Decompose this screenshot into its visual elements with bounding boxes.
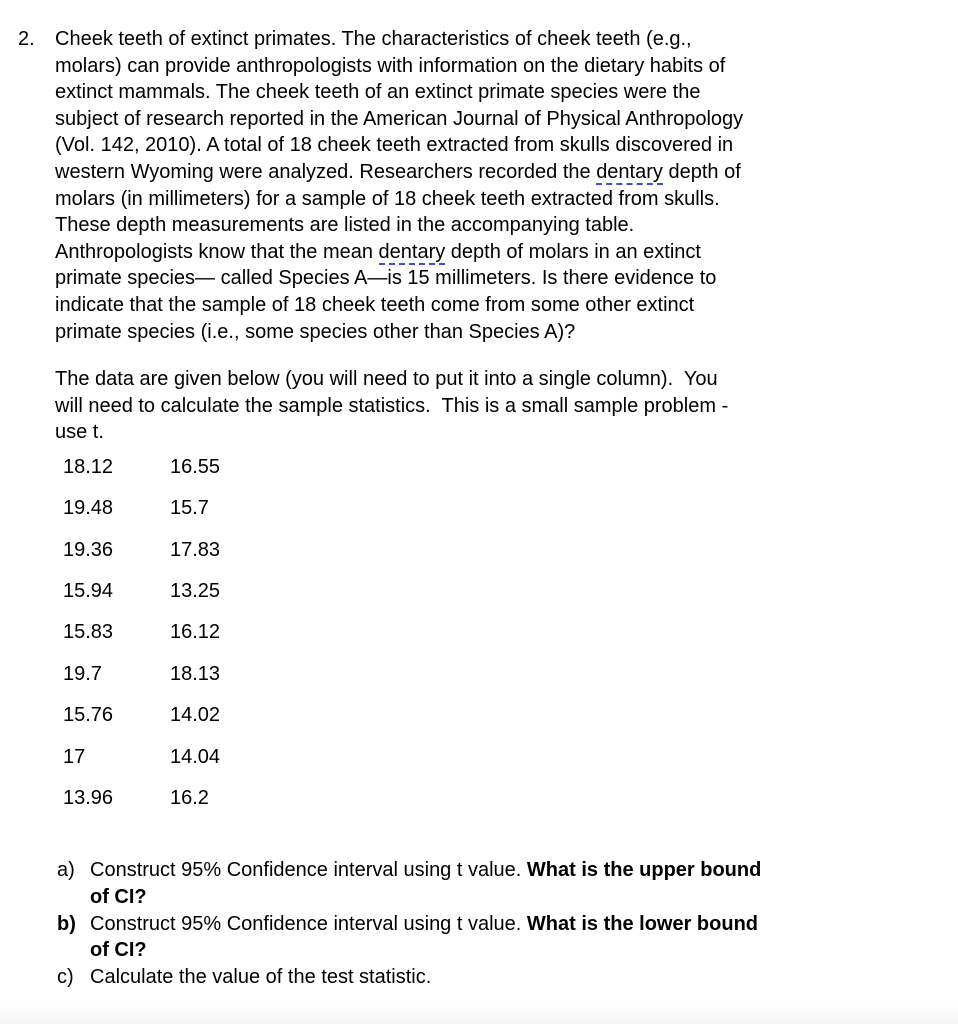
text-line: Construct 95% Confidence interval using t value. What is the upper bound bbox=[90, 859, 762, 882]
table-cell: 13.25 bbox=[170, 580, 221, 603]
question-list bbox=[55, 857, 885, 990]
question-label: c) bbox=[57, 965, 74, 988]
question-label: b) bbox=[57, 912, 76, 935]
text-line: Construct 95% Confidence interval using t value. What is the lower bound bbox=[90, 912, 759, 935]
table-row bbox=[63, 456, 885, 497]
table-row bbox=[63, 787, 885, 828]
table-cell: 19.7 bbox=[63, 662, 102, 685]
text-line: western Wyoming were analyzed. Researchers recorded the dentary depth of bbox=[55, 160, 741, 183]
text-line: molars) can provide anthropologists with information on the dietary habits of bbox=[55, 54, 726, 77]
table-row bbox=[63, 746, 885, 787]
text-line: of CI? bbox=[90, 939, 147, 962]
text-line: Anthropologists know that the mean dentary depth of molars in an extinct bbox=[55, 240, 701, 263]
question-item bbox=[55, 964, 885, 991]
question-text bbox=[90, 911, 885, 964]
data-instructions-paragraph bbox=[55, 366, 885, 446]
table-cell: 16.12 bbox=[170, 621, 221, 644]
table-row bbox=[63, 539, 885, 580]
text-line: use t. bbox=[55, 421, 104, 444]
table-cell: 16.55 bbox=[170, 455, 221, 478]
spellcheck-underlined-word: dentary bbox=[378, 240, 446, 263]
table-row bbox=[63, 580, 885, 621]
table-cell: 15.7 bbox=[170, 497, 209, 520]
table-cell: 17.83 bbox=[170, 538, 221, 561]
text-line: Calculate the value of the test statistic. bbox=[90, 965, 432, 988]
table-cell: 15.76 bbox=[63, 704, 114, 727]
table-cell: 16.2 bbox=[170, 787, 209, 810]
table-cell: 18.13 bbox=[170, 662, 221, 685]
text-line: primate species (i.e., some species other than Species A)? bbox=[55, 320, 576, 343]
data-table bbox=[63, 456, 885, 829]
table-cell: 14.02 bbox=[170, 704, 221, 727]
table-row bbox=[63, 497, 885, 538]
spellcheck-underlined-word: dentary bbox=[596, 160, 663, 183]
table-cell: 17 bbox=[63, 745, 86, 768]
question-item bbox=[55, 911, 885, 964]
table-cell: 15.83 bbox=[63, 621, 114, 644]
question-item bbox=[55, 857, 885, 910]
text-line: will need to calculate the sample statistics. This is a small sample problem - bbox=[55, 394, 729, 417]
table-cell: 19.48 bbox=[63, 497, 114, 520]
problem-number: 2. bbox=[18, 28, 35, 50]
text-line: indicate that the sample of 18 cheek teeth come from some other extinct bbox=[55, 293, 695, 316]
table-row bbox=[63, 621, 885, 662]
question-text bbox=[90, 964, 885, 991]
text-line: The data are given below (you will need to put it into a single column). You bbox=[55, 368, 718, 391]
text-line: primate species— called Species A—is 15 millimeters. Is there evidence to bbox=[55, 267, 717, 290]
table-cell: 15.94 bbox=[63, 580, 114, 603]
text-line: Cheek teeth of extinct primates. The characteristics of cheek teeth (e.g., bbox=[55, 28, 692, 50]
text-line: (Vol. 142, 2010). A total of 18 cheek teeth extracted from skulls discovered in bbox=[55, 134, 734, 157]
table-cell: 14.04 bbox=[170, 745, 221, 768]
text-line: These depth measurements are listed in the accompanying table. bbox=[55, 214, 635, 237]
table-cell: 18.12 bbox=[63, 455, 114, 478]
table-cell: 13.96 bbox=[63, 787, 114, 810]
text-line: subject of research reported in the American Journal of Physical Anthropology bbox=[55, 107, 744, 130]
table-row bbox=[63, 663, 885, 704]
text-line: of CI? bbox=[90, 886, 147, 909]
text-line: molars (in millimeters) for a sample of 18 cheek teeth extracted from skulls. bbox=[55, 187, 720, 210]
question-label: a) bbox=[57, 859, 75, 882]
bottom-edge-gradient bbox=[0, 1005, 958, 1024]
table-row bbox=[63, 704, 885, 745]
table-cell: 19.36 bbox=[63, 538, 114, 561]
problem-content bbox=[55, 26, 885, 990]
question-text bbox=[90, 857, 885, 910]
text-line: extinct mammals. The cheek teeth of an extinct primate species were the bbox=[55, 81, 701, 104]
problem-statement-paragraph bbox=[55, 26, 885, 345]
